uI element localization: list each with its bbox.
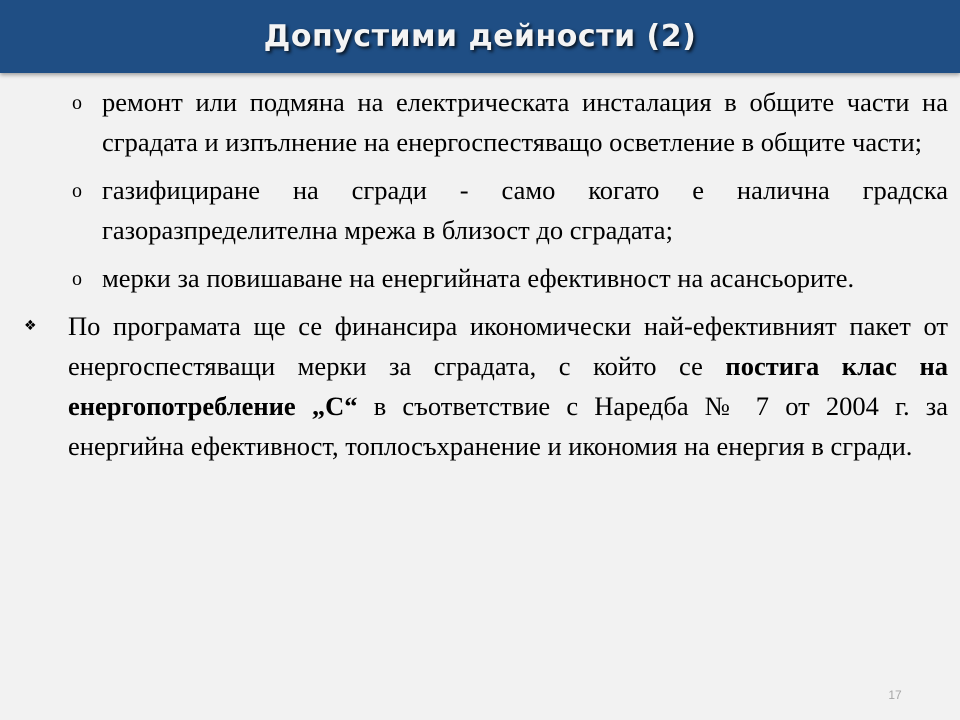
diamond-bullet-icon: ❖ [24,318,37,334]
title-bar [0,0,960,73]
slide-number: 17 [888,688,902,702]
main-bullet-item [24,306,948,466]
sub-bullet-text: ремонт или подмяна на електрическата инсталация в общите части на сградата и изпълнение на енергоспестяващо осветление в общите части; [102,87,948,157]
sub-bullet-text: газифициране на сгради - само когато е налична градска газоразпределителна мрежа в близост до сградата; [102,175,948,245]
main-bullet-text-end: в съответствие с Наредба № 7 от 2004 г. за енергийна ефективност, топлосъхранение и икономия на енергия в сгради. [68,391,948,461]
main-bullet-text-bold: постига клас на енергопотребление „С“ [68,351,948,421]
circle-bullet-icon: o [72,180,82,202]
sub-bullet-item [72,170,948,250]
circle-bullet-icon: o [72,92,82,114]
sub-bullet-item [72,82,948,162]
main-bullet-text-start: По програмата ще се финансира икономически най-ефективният пакет от енергоспестяващи мерки за сградата, с който се [68,311,948,381]
slide-content [0,82,960,466]
sub-bullet-text: мерки за повишаване на енергийната ефективност на асансьорите. [102,263,855,293]
slide-title: Допустими дейности (2) [263,19,697,54]
sub-bullet-item [72,258,948,298]
circle-bullet-icon: o [72,268,82,290]
